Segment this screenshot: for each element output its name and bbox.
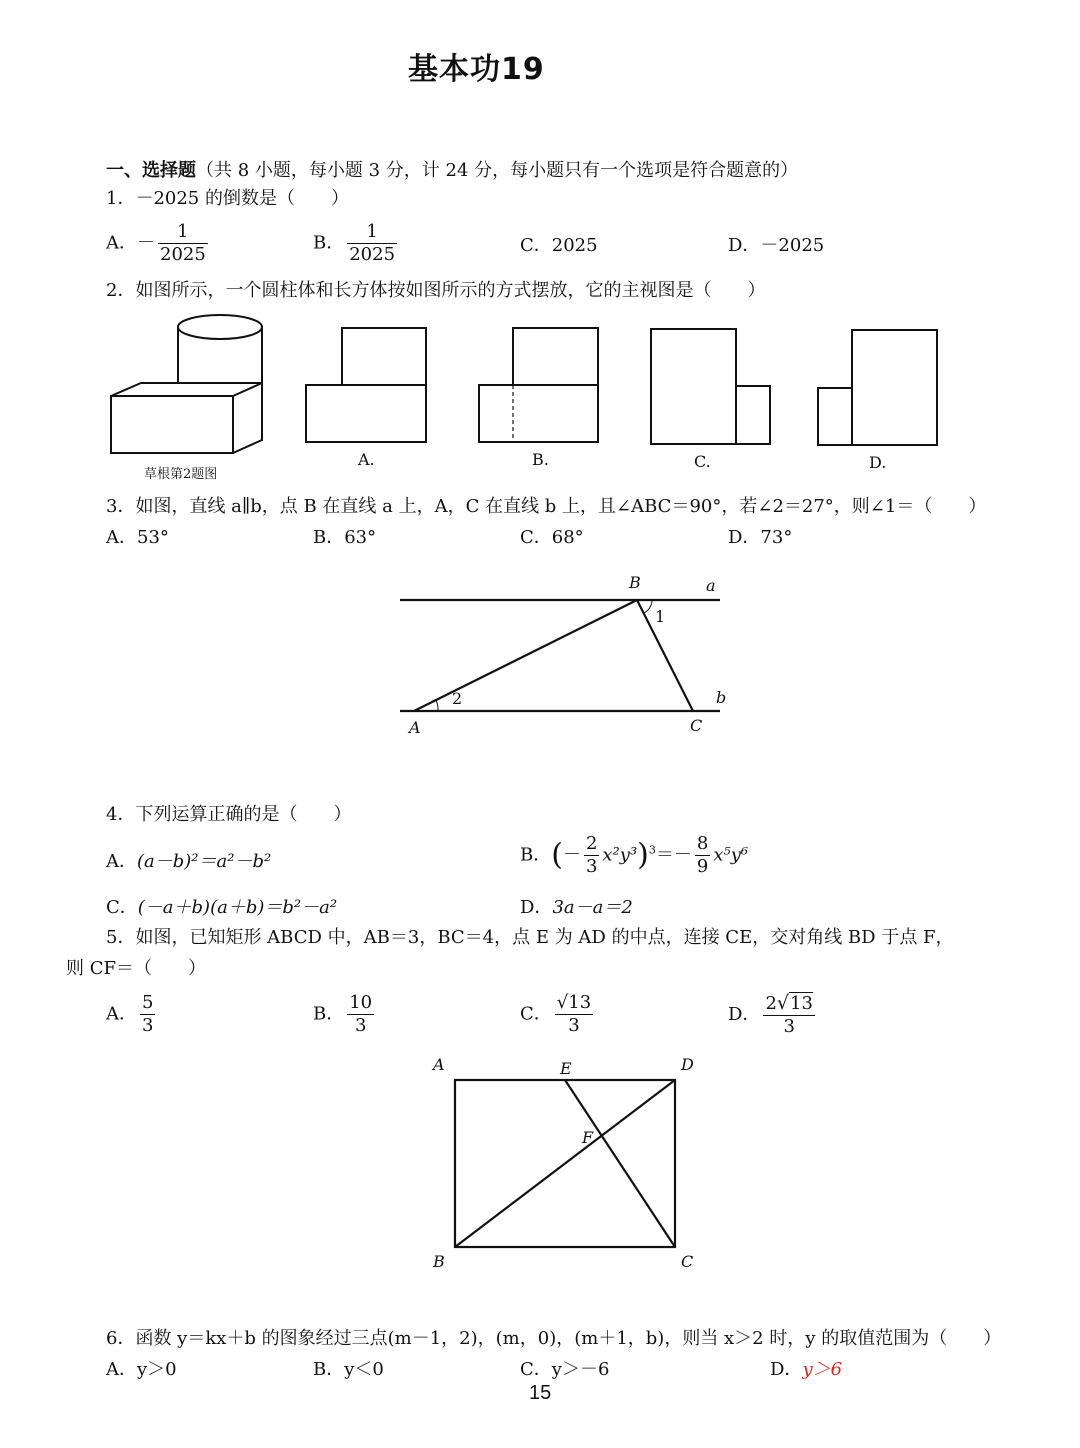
q5-stem-line2: 则 CF＝（ ）	[66, 958, 206, 979]
q5-d-coef: 2	[765, 993, 777, 1014]
q4-b-lead: －	[562, 844, 581, 866]
q6-option-a: A．y＞0	[106, 1359, 177, 1380]
q3-option-b: B．63°	[313, 527, 377, 548]
q2-label-b: B.	[532, 450, 549, 469]
q3-option-d: D．73°	[728, 527, 793, 548]
q6-option-c: C．y＞－6	[520, 1359, 610, 1380]
q5-label-C	[681, 1252, 693, 1271]
q5-label-D-text: D	[681, 1055, 694, 1074]
q4-b-den2: 9	[696, 856, 709, 877]
q2-label-c: C.	[694, 452, 711, 471]
q5-label-F	[582, 1128, 593, 1147]
section-note: （共 8 小题，每小题 3 分，计 24 分，每小题只有一个选项是符合题意的）	[196, 160, 799, 181]
q6-d-label: D．	[770, 1359, 803, 1380]
q6-option-d	[770, 1358, 842, 1382]
q5-label-A	[433, 1055, 445, 1074]
q6-stem: 6．函数 y＝kx＋b 的图象经过三点(m－1，2)，(m，0)，(m＋1，b)，则当 x＞2 时，y 的取值范围为（ ）	[106, 1328, 1002, 1349]
q4-d-label: D．	[520, 897, 553, 918]
q2-label-d: D.	[869, 453, 887, 472]
q4-b-den: 3	[585, 856, 598, 877]
q4-c-label: C．	[106, 897, 138, 918]
q4-b-term: x²y³	[602, 844, 638, 866]
q4-b-term2: x⁵y⁶	[713, 844, 749, 866]
q1-option-c: C．2025	[520, 235, 598, 256]
q4-b-num2: 8	[696, 833, 709, 854]
q6-option-b: B．y＜0	[313, 1359, 384, 1380]
section-title: 一、选择题	[106, 160, 196, 181]
q4-a-expr: (a－b)²＝a²－b²	[137, 851, 272, 872]
q4-b-num: 2	[585, 833, 598, 854]
page-title: 基本功19	[408, 52, 545, 87]
q5-a-label: A．	[106, 1003, 137, 1025]
q2-figure-caption: 草根第2题图	[144, 467, 218, 482]
q3-label-a-text: a	[706, 576, 716, 595]
q4-a-label: A．	[106, 851, 137, 872]
q5-c-den: 3	[555, 1014, 593, 1036]
q4-b-paren-left: (	[551, 837, 563, 873]
q5-c-num: √13	[556, 992, 592, 1013]
q5-b-label: B．	[313, 1003, 345, 1025]
q5-stem-line1: 5．如图，已知矩形 ABCD 中，AB＝3，BC＝4，点 E 为 AD 的中点，连接 CE，交对角线 BD 于点 F，	[106, 927, 954, 948]
q5-b-den: 3	[347, 1014, 374, 1036]
q1-a-den: 2025	[160, 244, 206, 265]
q5-a-num: 5	[142, 992, 154, 1013]
q4-b-label: B．	[520, 844, 552, 866]
q3-label-A-text: A	[409, 718, 421, 737]
q4-d-expr: 3a－a＝2	[552, 897, 633, 918]
q3-option-a: A．53°	[106, 527, 169, 548]
q1-a-label: A．	[106, 232, 137, 254]
q5-label-F-text: F	[582, 1128, 594, 1147]
q5-label-A-text: A	[433, 1055, 445, 1074]
q2-label-a: A.	[358, 450, 375, 469]
q2-stem: 2．如图所示，一个圆柱体和长方体按如图所示的方式摆放，它的主视图是（ ）	[106, 280, 766, 301]
q5-b-num: 10	[349, 992, 373, 1013]
q3-option-c: C．68°	[520, 527, 584, 548]
q3-label-B-text: B	[629, 573, 641, 592]
q5-d-radical-sign: √	[776, 992, 789, 1014]
q5-c-label: C．	[520, 1003, 552, 1025]
q5-d-den: 3	[763, 1015, 814, 1037]
q3-stem: 3．如图，直线 a∥b，点 B 在直线 a 上，A，C 在直线 b 上，且∠ABC＝90°，若∠2＝27°，则∠1＝（ ）	[106, 496, 987, 517]
q1-option-d: D．－2025	[728, 235, 825, 256]
q1-a-num: 1	[177, 221, 189, 242]
q3-label-C-text: C	[690, 716, 703, 735]
q4-b-eq: ＝－	[655, 844, 692, 866]
q3-label-angle2: 2	[452, 689, 463, 708]
q1-b-label: B．	[313, 232, 345, 254]
q5-d-label: D．	[728, 1004, 761, 1025]
q5-label-C-text: C	[681, 1252, 694, 1271]
diagonal-bd	[455, 1080, 675, 1247]
page-number: 15	[529, 1382, 552, 1404]
q4-b-paren-right: )	[637, 837, 649, 873]
q1-stem: 1．－2025 的倒数是（ ）	[106, 188, 349, 209]
q3-label-angle1: 1	[655, 607, 666, 626]
q5-label-B-text: B	[433, 1252, 445, 1271]
q5-label-E	[560, 1059, 572, 1078]
q4-c-expr: (－a＋b)(a＋b)＝b²－a²	[137, 897, 338, 918]
q1-a-sign: －	[137, 232, 155, 254]
q1-b-den: 2025	[349, 244, 396, 265]
q3-label-b-text: b	[716, 688, 727, 707]
q5-label-D	[681, 1055, 694, 1074]
q6-d-answer: y＞6	[802, 1359, 843, 1380]
q4-stem: 4．下列运算正确的是（ ）	[106, 804, 352, 825]
segment-ce	[565, 1080, 675, 1247]
q5-label-E-text: E	[560, 1059, 572, 1078]
q4-b-power: 3	[648, 843, 656, 857]
q1-b-num: 1	[366, 221, 378, 242]
q5-label-B	[433, 1252, 445, 1271]
q5-d-radicand: 13	[790, 993, 813, 1014]
q5-a-den: 3	[142, 1015, 154, 1036]
